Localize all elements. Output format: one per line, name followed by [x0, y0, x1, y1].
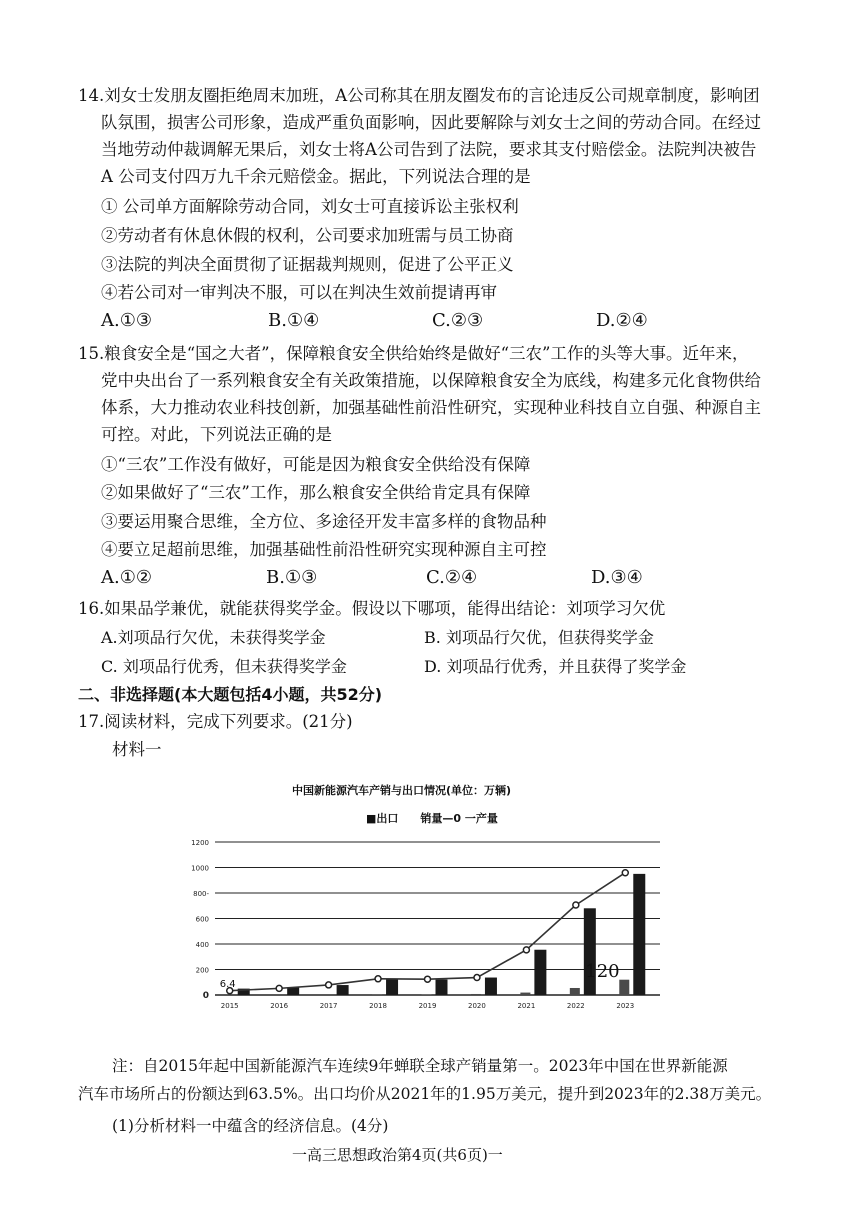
section-2-title: 二、非选择题(本大题包括4小题，共52分): [78, 685, 383, 704]
sales-bar-2020: [485, 978, 497, 995]
production-point-2022: [573, 902, 579, 908]
y-tick-label: 1200: [191, 839, 209, 847]
y-tick-label: 0: [202, 991, 209, 1001]
y-tick-label: 200: [195, 966, 209, 975]
q14-line-1: 14.刘女士发朋友圈拒绝周末加班，A公司称其在朋友圈发布的言论违反公司规章制度，影响团: [78, 86, 760, 105]
x-tick-label: 2020: [468, 1002, 486, 1010]
q15-item-2: ②如果做好了“三农”工作，那么粮食安全供给肯定具有保障: [101, 483, 531, 502]
q17-subquestion-1: (1)分析材料一中蕴含的经济信息。(4分): [112, 1117, 389, 1135]
sales-bar-2017: [337, 985, 349, 995]
x-tick-label: 2018: [369, 1002, 387, 1010]
sales-bar-2019: [436, 980, 448, 995]
export-bar-2018: [372, 994, 382, 995]
export-bar-2021: [520, 993, 530, 995]
q17-note-line-2: 汽车市场所占的份额达到63.5%。出口均价从2021年的1.95万美元，提升到2023年的2.38万美元。: [78, 1085, 772, 1103]
q15-option-d: D.③④: [591, 567, 643, 588]
production-point-2017: [326, 982, 332, 988]
x-tick-label: 2017: [319, 1002, 338, 1010]
q14-option-c: C.②③: [432, 310, 484, 331]
x-tick-label: 2021: [517, 1002, 536, 1010]
export-bar-2023: [619, 980, 629, 995]
x-tick-label: 2016: [270, 1002, 289, 1010]
y-tick-label: 400: [195, 941, 209, 949]
production-line: [230, 873, 626, 991]
q14-item-4: ④若公司对一审判决不服，可以在判决生效前提请再审: [101, 283, 497, 302]
production-point-2018: [375, 976, 381, 982]
q16-option-a: A.刘项品行欠优，未获得奖学金: [101, 628, 326, 647]
q15-item-1: ①“三农”工作没有做好，可能是因为粮食安全供给没有保障: [101, 455, 531, 474]
q16-stem: 16.如果品学兼优，就能获得奖学金。假设以下哪项，能得出结论：刘项学习欠优: [78, 599, 666, 618]
export-bar-2020: [471, 994, 481, 995]
q15-line-4: 可控。对此，下列说法正确的是: [101, 425, 332, 444]
q15-item-3: ③要运用聚合思维，全方位、多途径开发丰富多样的食物品种: [101, 512, 547, 531]
production-point-2019: [425, 976, 431, 982]
x-tick-label: 2023: [616, 1002, 635, 1010]
sales-bar-2016: [287, 987, 299, 995]
q15-line-3: 体系，大力推动农业科技创新，加强基础性前沿性研究，实现种业科技自立自强、种源自主: [101, 398, 761, 417]
q15-line-1: 15.粮食安全是“国之大者”，保障粮食安全供给始终是做好“三农”工作的头等大事。近年来，: [78, 344, 749, 363]
x-tick-label: 2015: [220, 1002, 239, 1010]
chart-title: 中国新能源汽车产销与出口情况(单位：万辆): [292, 784, 512, 797]
q15-option-a: A.①②: [101, 567, 152, 588]
q14-item-2: ②劳动者有休息休假的权利，公司要求加班需与员工协商: [101, 226, 514, 245]
production-point-2021: [523, 947, 529, 953]
q16-option-b: B. 刘项品行欠优，但获得奖学金: [424, 628, 654, 647]
q16-option-d: D. 刘项品行优秀，并且获得了奖学金: [424, 657, 687, 676]
q14-line-4: A 公司支付四万九千余元赔偿金。据此，下列说法合理的是: [101, 167, 531, 186]
y-tick-label: 1000: [191, 864, 209, 873]
q14-line-2: 队氛围，损害公司形象，造成严重负面影响，因此要解除与刘女士之间的劳动合同。在经过: [101, 113, 761, 132]
q15-item-4: ④要立足超前思维，加强基础性前沿性研究实现种源自主可控: [101, 540, 547, 559]
x-tick-label: 2022: [566, 1002, 585, 1010]
q17-note-line-1: 注：自2015年起中国新能源汽车连续9年蝉联全球产销量第一。2023年中国在世界新能源: [112, 1057, 728, 1075]
production-point-2020: [474, 975, 480, 981]
q14-item-1: ① 公司单方面解除劳动合同，刘女士可直接诉讼主张权利: [101, 197, 519, 216]
q14-option-d: D.②④: [596, 310, 648, 331]
q14-option-b: B.①④: [268, 310, 320, 331]
chart-legend: ■出口 销量—0 一产量: [366, 812, 498, 825]
q16-option-c: C. 刘项品行优秀，但未获得奖学金: [101, 657, 347, 676]
export-bar-2022: [570, 988, 580, 995]
q14-item-3: ③法院的判决全面贯彻了证据裁判规则，促进了公平正义: [101, 255, 514, 274]
q17-stem: 17.阅读材料，完成下列要求。(21分): [78, 712, 353, 731]
sales-bar-2021: [534, 950, 546, 995]
q15-line-2: 党中央出台了一系列粮食安全有关政策措施，以保障粮食安全为底线，构建多元化食物供给: [101, 371, 761, 390]
production-point-2023: [622, 870, 628, 876]
data-label: 120: [585, 961, 620, 982]
data-label: 6.4: [219, 979, 236, 990]
q17-material-label: 材料一: [112, 740, 162, 759]
y-tick-label: 800-: [193, 890, 209, 898]
sales-bar-2023: [633, 874, 645, 995]
x-tick-label: 2019: [418, 1002, 437, 1010]
q14-line-3: 当地劳动仲裁调解无果后，刘女士将A公司告到了法院，要求其支付赔偿金。法院判决被告: [101, 140, 757, 159]
chart-plot: [170, 830, 670, 1020]
production-point-2016: [276, 985, 282, 991]
q14-option-a: A.①③: [101, 310, 152, 331]
sales-bar-2018: [386, 979, 398, 995]
y-tick-label: 600: [195, 915, 209, 924]
q15-option-c: C.②④: [426, 567, 478, 588]
page-footer: 一高三思想政治第4页(共6页)一: [292, 1146, 503, 1164]
export-bar-2019: [422, 994, 432, 995]
q15-option-b: B.①③: [266, 567, 318, 588]
